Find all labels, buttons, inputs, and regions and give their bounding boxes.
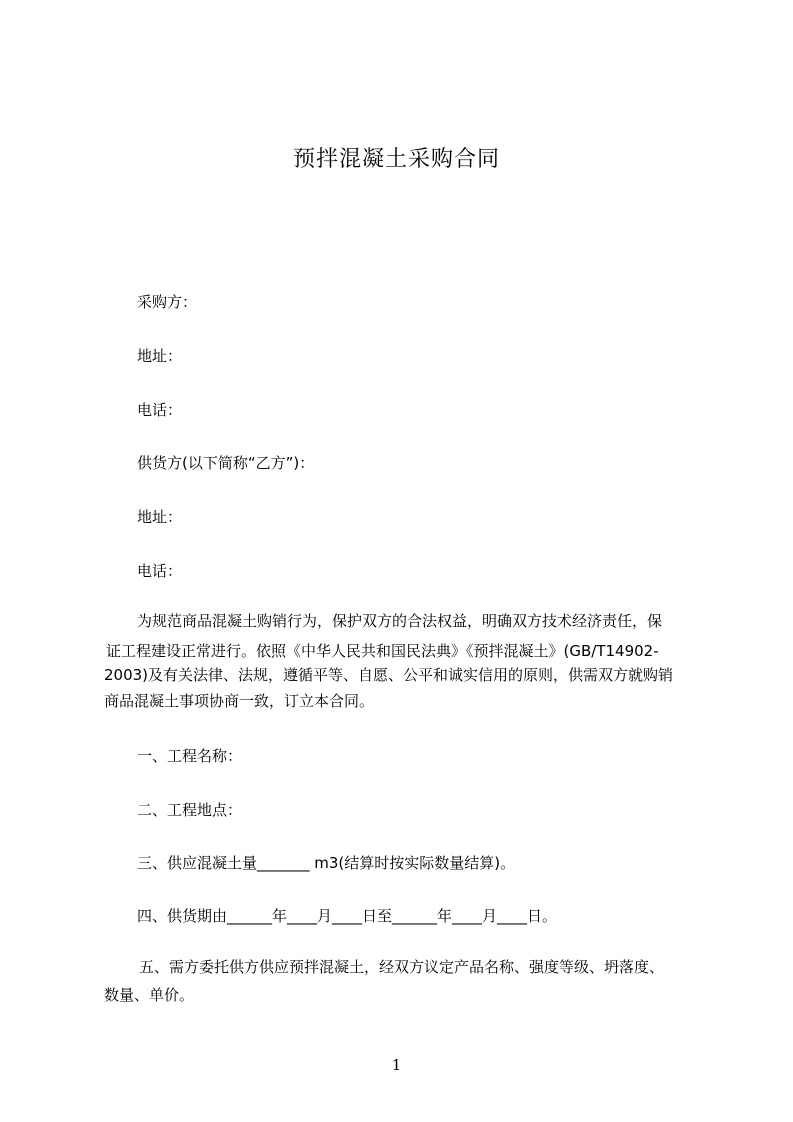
supplier-label: 供货方(以下简称“乙方”)： (137, 454, 315, 472)
intro-line: 为规范商品混凝土购销行为，保护双方的合法权益，明确双方技术经济责任，保 (137, 612, 663, 630)
clause-project-location: 二、工程地点： (137, 801, 243, 819)
supplier-phone-label: 电话： (137, 562, 183, 580)
document-title: 预拌混凝土采购合同 (292, 147, 500, 172)
clause-supply-period: 四、供货期由______年____月____日至______年____月____日。 (137, 907, 558, 925)
intro-line: 商品混凝土事项协商一致，订立本合同。 (104, 692, 375, 710)
clause-line: 五、需方委托供方供应预拌混凝土，经双方议定产品名称、强度等级、坍落度、 (139, 958, 665, 976)
supplier-address-label: 地址： (137, 508, 183, 526)
buyer-label: 采购方： (137, 293, 198, 311)
clause-concrete-quantity: 三、供应混凝土量_______ m3(结算时按实际数量结算)。 (137, 854, 516, 872)
clause-project-name: 一、工程名称： (137, 747, 243, 765)
clause-line: 数量、单价。 (104, 986, 195, 1004)
intro-line: 证工程建设正常进行。依照《中华人民共和国民法典》《预拌混凝土》(GB/T14902- (106, 642, 659, 660)
page-number: 1 (391, 1056, 402, 1074)
intro-line: 2003)及有关法律、法规，遵循平等、自愿、公平和诚实信用的原则，供需双方就购销 (104, 666, 674, 684)
buyer-address-label: 地址： (137, 347, 183, 365)
buyer-phone-label: 电话： (137, 401, 183, 419)
